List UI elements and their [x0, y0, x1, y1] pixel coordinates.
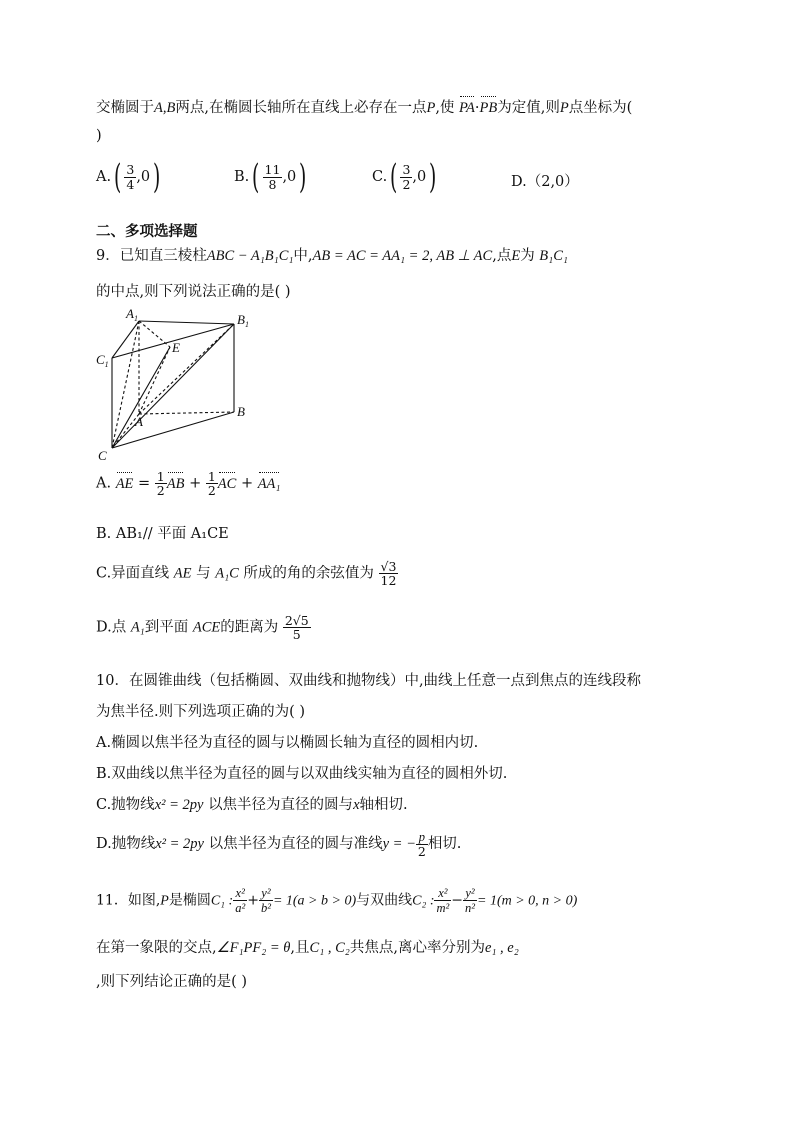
q10-option-a: A.椭圆以焦半径为直径的圆与以椭圆长轴为直径的圆相内切.	[96, 735, 479, 751]
q9-stem-line1: 9．已知直三棱柱ABC − A₁B₁C₁中,AB = AC = AA₁ = 2, AB ⊥ AC,点E为 B₁C₁	[96, 248, 568, 264]
q10-option-d: D.抛物线x² = 2py 以焦半径为直径的圆与准线y = − $\frac{p}{2}$ 相切.	[96, 830, 462, 860]
vector-PB: PB	[479, 100, 498, 116]
q10-stem-line1: 10．在圆锥曲线（包括椭圆、双曲线和抛物线）中,曲线上任意一点到焦点的连线段称	[96, 673, 642, 689]
label-C1: $C_1$	[96, 352, 109, 369]
section-heading: 二、多项选择题	[96, 224, 198, 240]
q9-option-a: A. AE = $\frac{1}{2}$ AB + $\frac{1}{2}$ AC + AA₁	[96, 469, 281, 499]
q9-stem-line2: 的中点,则下列说法正确的是( )	[96, 284, 291, 300]
q8-stem-line1: 交椭圆于A,B两点,在椭圆长轴所在直线上必存在一点P,使 PA·PB为定值,则P点坐标为(	[96, 100, 633, 116]
q9-option-d: D.点 A₁到平面 ACE的距离为 $\frac{2√5}{5}$	[96, 613, 309, 643]
q9-option-c: C.异面直线 AE 与 A₁C 所成的角的余弦值为 $\frac{√3}{12}$	[96, 559, 397, 589]
q8-option-b: B.( $\frac{11}{8}$ ,0)	[234, 157, 307, 197]
q8-option-d: D.（2,0）	[511, 174, 579, 190]
vector-PA: PA	[459, 100, 475, 116]
q8-option-a: A.( $\frac{3}{4}$ ,0)	[96, 157, 161, 197]
q8-option-c: C.( $\frac{3}{2}$ ,0)	[372, 157, 437, 197]
q11-stem-line2: 在第一象限的交点,∠F₁PF₂ = θ,且C₁ , C₂共焦点,离心率分别为e₁ , e₂	[96, 940, 519, 956]
q10-option-c: C.抛物线x² = 2py 以焦半径为直径的圆与x轴相切.	[96, 797, 408, 813]
q8-stem-line2: )	[96, 128, 102, 144]
label-C: C	[98, 448, 107, 463]
q11-stem-line1: 11．如图,P是椭圆C₁ : $\frac{\text{x²}}{\text{a²}}$ + $\frac{\text{y²}}{\text{b²}}$ = 1(a > b > 0)与双曲线C₂ : $\frac{\text{x²}}{\text{m²}}$ − $\frac{\text{y²}}{\text{n²}}$ = 1(m > 0, n > 0)	[96, 886, 578, 916]
prism-figure	[94, 302, 274, 468]
label-A: A	[135, 414, 143, 429]
q10-stem-line2: 为焦半径.则下列选项正确的为( )	[96, 704, 306, 720]
q9-option-b: B. AB₁// 平面 A₁CE	[96, 526, 229, 542]
q10-option-b: B.双曲线以焦半径为直径的圆与以双曲线实轴为直径的圆相外切.	[96, 766, 508, 782]
q11-stem-line3: ,则下列结论正确的是( )	[96, 974, 248, 990]
label-E: E	[172, 340, 180, 355]
label-A1: $A_1$	[126, 306, 138, 323]
label-B: B	[237, 404, 245, 419]
label-B1: $B_1$	[237, 312, 249, 329]
point-label: A,B	[154, 100, 176, 116]
